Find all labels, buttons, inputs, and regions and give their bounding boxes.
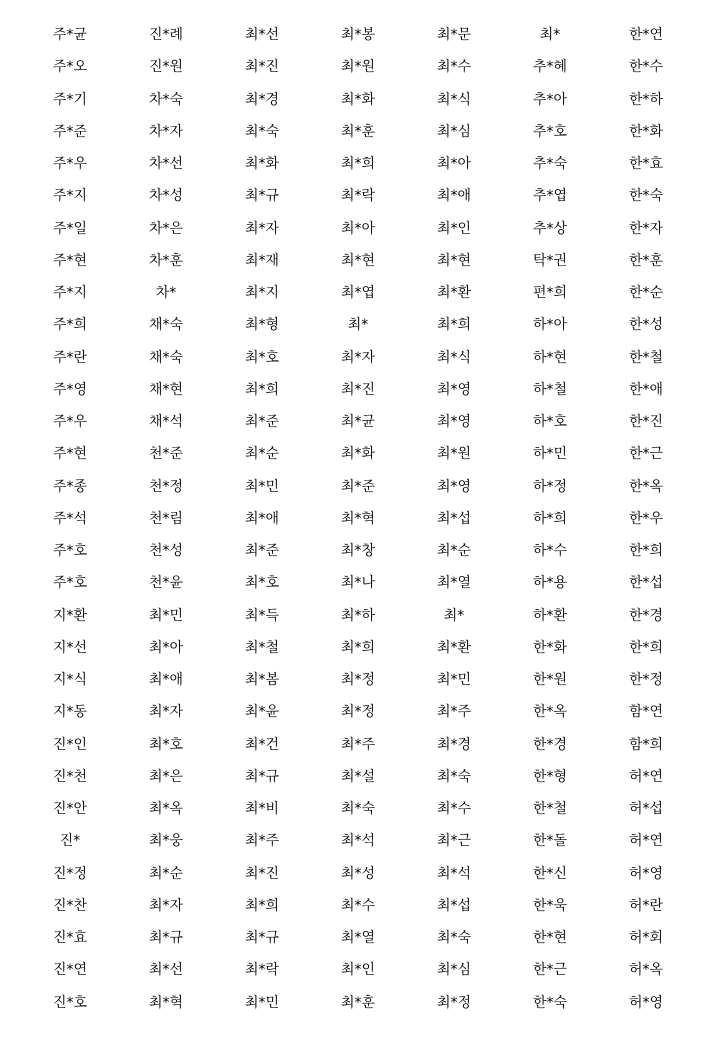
name-entry: 최*환 — [436, 639, 472, 656]
name-entry: 최*열 — [436, 575, 472, 592]
name-entry: 차*훈 — [148, 252, 184, 269]
name-entry: 최*아 — [340, 220, 376, 237]
name-entry: 한*진 — [628, 414, 664, 431]
name-entry: 한*연 — [628, 27, 664, 44]
name-entry: 한*애 — [628, 381, 664, 398]
name-entry: 최*주 — [340, 736, 376, 753]
name-entry: 최*재 — [244, 252, 280, 269]
name-entry: 최*균 — [340, 414, 376, 431]
name-entry: 차*자 — [148, 123, 184, 140]
name-entry: 한*하 — [628, 91, 664, 108]
name-entry: 최*화 — [340, 446, 376, 463]
name-entry: 최*봉 — [340, 27, 376, 44]
name-entry: 최*규 — [244, 930, 280, 947]
name-entry: 함*연 — [628, 704, 664, 721]
name-entry: 최*정 — [340, 704, 376, 721]
name-entry: 최*봄 — [244, 672, 280, 689]
name-entry: 최*영 — [436, 414, 472, 431]
name-entry: 하*환 — [532, 607, 568, 624]
name-entry: 천*정 — [148, 478, 184, 495]
name-entry: 최*철 — [244, 639, 280, 656]
name-entry: 최*희 — [340, 639, 376, 656]
name-entry: 최*호 — [244, 575, 280, 592]
name-entry: 최*비 — [244, 801, 280, 818]
name-entry: 추*호 — [532, 123, 568, 140]
name-entry: 추*혜 — [532, 59, 568, 76]
name-entry: 한*숙 — [532, 994, 568, 1011]
name-entry: 최*규 — [244, 188, 280, 205]
name-entry: 주*호 — [52, 575, 88, 592]
name-entry: 주*현 — [52, 252, 88, 269]
name-entry: 지*식 — [52, 672, 88, 689]
name-entry: 최*심 — [436, 123, 472, 140]
name-entry: 하*수 — [532, 543, 568, 560]
name-entry: 주*희 — [52, 317, 88, 334]
name-entry: 지*환 — [52, 607, 88, 624]
name-entry: 주*오 — [52, 59, 88, 76]
name-entry: 차* — [155, 285, 177, 302]
name-entry: 한*형 — [532, 768, 568, 785]
name-entry: 한*근 — [532, 962, 568, 979]
name-entry: 최*득 — [244, 607, 280, 624]
name-entry: 최*희 — [340, 156, 376, 173]
name-entry: 진*정 — [52, 865, 88, 882]
name-entry: 주*영 — [52, 381, 88, 398]
name-entry: 최*민 — [436, 672, 472, 689]
name-entry: 한*철 — [628, 349, 664, 366]
name-entry: 허*연 — [628, 833, 664, 850]
name-entry: 최*혁 — [340, 510, 376, 527]
name-entry: 최*식 — [436, 349, 472, 366]
name-entry: 최*인 — [436, 220, 472, 237]
name-entry: 최*현 — [436, 252, 472, 269]
name-entry: 최*설 — [340, 768, 376, 785]
name-entry: 최*인 — [340, 962, 376, 979]
name-entry: 최*민 — [148, 607, 184, 624]
name-entry: 최*애 — [436, 188, 472, 205]
name-entry: 최*성 — [340, 865, 376, 882]
name-entry: 채*숙 — [148, 317, 184, 334]
name-entry: 최*건 — [244, 736, 280, 753]
name-entry: 최*순 — [244, 446, 280, 463]
name-entry: 천*준 — [148, 446, 184, 463]
name-entry: 최*경 — [244, 91, 280, 108]
name-entry: 최*섭 — [436, 510, 472, 527]
name-entry: 추*엽 — [532, 188, 568, 205]
name-entry: 주*우 — [52, 414, 88, 431]
name-entry: 최*숙 — [436, 768, 472, 785]
name-entry: 하*현 — [532, 349, 568, 366]
name-entry: 하*아 — [532, 317, 568, 334]
name-entry: 추*숙 — [532, 156, 568, 173]
name-entry: 추*아 — [532, 91, 568, 108]
name-entry: 한*순 — [628, 285, 664, 302]
name-entry: 주*일 — [52, 220, 88, 237]
name-entry: 진* — [59, 833, 81, 850]
name-entry: 한*수 — [628, 59, 664, 76]
name-entry: 최*훈 — [340, 123, 376, 140]
name-entry: 최*선 — [148, 962, 184, 979]
name-entry: 최*석 — [340, 833, 376, 850]
name-entry: 최*민 — [244, 994, 280, 1011]
name-entry: 천*림 — [148, 510, 184, 527]
name-entry: 최*진 — [244, 865, 280, 882]
name-entry: 한*정 — [628, 672, 664, 689]
name-entry: 최*심 — [436, 962, 472, 979]
name-entry: 하*호 — [532, 414, 568, 431]
name-entry: 최*희 — [436, 317, 472, 334]
name-entry: 한*근 — [628, 446, 664, 463]
name-entry: 한*효 — [628, 156, 664, 173]
name-entry: 탁*권 — [532, 252, 568, 269]
name-entry: 최*열 — [340, 930, 376, 947]
name-entry: 진*원 — [148, 59, 184, 76]
name-entry: 최*자 — [244, 220, 280, 237]
name-entry: 최*식 — [436, 91, 472, 108]
name-entry: 한*섭 — [628, 575, 664, 592]
name-entry: 최*수 — [436, 801, 472, 818]
name-entry: 한*철 — [532, 801, 568, 818]
name-entry: 최* — [347, 317, 369, 334]
name-entry: 최*하 — [340, 607, 376, 624]
name-entry: 차*숙 — [148, 91, 184, 108]
name-entry: 최*화 — [340, 91, 376, 108]
name-entry: 한*자 — [628, 220, 664, 237]
name-entry: 진*안 — [52, 801, 88, 818]
name-entry: 최*혁 — [148, 994, 184, 1011]
name-entry: 주*균 — [52, 27, 88, 44]
name-entry: 한*화 — [628, 123, 664, 140]
name-entry: 최*준 — [244, 543, 280, 560]
name-entry: 최*형 — [244, 317, 280, 334]
name-entry: 최*근 — [436, 833, 472, 850]
name-entry: 한*훈 — [628, 252, 664, 269]
name-entry: 한*현 — [532, 930, 568, 947]
name-entry: 최*환 — [436, 285, 472, 302]
name-entry: 최*선 — [244, 27, 280, 44]
name-entry: 차*선 — [148, 156, 184, 173]
name-entry: 최*규 — [148, 930, 184, 947]
name-entry: 최*현 — [340, 252, 376, 269]
name-entry: 최*엽 — [340, 285, 376, 302]
name-entry: 허*연 — [628, 768, 664, 785]
name-entry: 지*선 — [52, 639, 88, 656]
name-entry: 함*희 — [628, 736, 664, 753]
name-entry: 주*종 — [52, 478, 88, 495]
name-entry: 최*아 — [436, 156, 472, 173]
name-entry: 주*란 — [52, 349, 88, 366]
name-entry: 진*효 — [52, 930, 88, 947]
name-entry: 최*섭 — [436, 897, 472, 914]
name-entry: 최*자 — [148, 704, 184, 721]
name-entry: 최*희 — [244, 897, 280, 914]
name-entry: 최*훈 — [340, 994, 376, 1011]
name-entry: 최*희 — [244, 381, 280, 398]
name-entry: 최*은 — [148, 768, 184, 785]
name-entry: 주*지 — [52, 188, 88, 205]
name-entry: 한*우 — [628, 510, 664, 527]
name-entry: 주*호 — [52, 543, 88, 560]
name-entry: 최*석 — [436, 865, 472, 882]
name-entry: 최*옥 — [148, 801, 184, 818]
name-entry: 진*천 — [52, 768, 88, 785]
name-entry: 한*옥 — [532, 704, 568, 721]
name-entry: 최*민 — [244, 478, 280, 495]
name-entry: 최*주 — [436, 704, 472, 721]
name-entry: 한*옥 — [628, 478, 664, 495]
name-entry: 최*아 — [148, 639, 184, 656]
name-entry: 최*창 — [340, 543, 376, 560]
name-entry: 최* — [443, 607, 465, 624]
name-entry: 한*경 — [628, 607, 664, 624]
name-entry: 주*준 — [52, 123, 88, 140]
name-entry: 최*수 — [340, 897, 376, 914]
name-entry: 최*락 — [340, 188, 376, 205]
name-entry: 최*정 — [340, 672, 376, 689]
name-entry: 최*규 — [244, 768, 280, 785]
name-entry: 주*기 — [52, 91, 88, 108]
name-entry: 최*숙 — [436, 930, 472, 947]
name-entry: 주*석 — [52, 510, 88, 527]
name-entry: 최*순 — [436, 543, 472, 560]
name-entry: 최* — [539, 27, 561, 44]
name-entry: 하*용 — [532, 575, 568, 592]
name-entry: 최*영 — [436, 478, 472, 495]
name-entry: 최*준 — [340, 478, 376, 495]
name-entry: 최*수 — [436, 59, 472, 76]
name-entry: 주*현 — [52, 446, 88, 463]
name-entry: 주*지 — [52, 285, 88, 302]
name-entry: 최*지 — [244, 285, 280, 302]
name-entry: 최*호 — [148, 736, 184, 753]
name-entry: 편*희 — [532, 285, 568, 302]
name-entry: 차*은 — [148, 220, 184, 237]
name-entry: 채*현 — [148, 381, 184, 398]
name-entry: 최*숙 — [340, 801, 376, 818]
name-entry: 최*나 — [340, 575, 376, 592]
name-entry: 한*화 — [532, 639, 568, 656]
name-entry: 최*순 — [148, 865, 184, 882]
name-entry: 차*성 — [148, 188, 184, 205]
name-entry: 진*호 — [52, 994, 88, 1011]
name-entry: 하*철 — [532, 381, 568, 398]
name-grid — [22, 19, 694, 1019]
name-entry: 최*화 — [244, 156, 280, 173]
name-entry: 진*인 — [52, 736, 88, 753]
name-entry: 최*준 — [244, 414, 280, 431]
name-entry: 천*윤 — [148, 575, 184, 592]
name-entry: 최*락 — [244, 962, 280, 979]
name-entry: 최*자 — [148, 897, 184, 914]
name-entry: 허*란 — [628, 897, 664, 914]
name-entry: 최*자 — [340, 349, 376, 366]
name-entry: 한*희 — [628, 639, 664, 656]
name-entry: 최*진 — [340, 381, 376, 398]
name-entry: 최*애 — [244, 510, 280, 527]
name-entry: 하*민 — [532, 446, 568, 463]
name-entry: 최*진 — [244, 59, 280, 76]
name-entry: 허*섭 — [628, 801, 664, 818]
name-entry: 진*례 — [148, 27, 184, 44]
name-entry: 허*회 — [628, 930, 664, 947]
name-entry: 최*애 — [148, 672, 184, 689]
name-entry: 최*호 — [244, 349, 280, 366]
name-entry: 주*우 — [52, 156, 88, 173]
name-entry: 최*숙 — [244, 123, 280, 140]
name-entry: 최*경 — [436, 736, 472, 753]
name-entry: 진*찬 — [52, 897, 88, 914]
name-entry: 채*숙 — [148, 349, 184, 366]
name-entry: 최*영 — [436, 381, 472, 398]
name-entry: 허*영 — [628, 865, 664, 882]
name-entry: 하*희 — [532, 510, 568, 527]
name-entry: 한*경 — [532, 736, 568, 753]
name-entry: 최*웅 — [148, 833, 184, 850]
name-entry: 최*주 — [244, 833, 280, 850]
name-entry: 최*윤 — [244, 704, 280, 721]
name-entry: 한*욱 — [532, 897, 568, 914]
name-entry: 지*동 — [52, 704, 88, 721]
name-entry: 최*문 — [436, 27, 472, 44]
name-entry: 한*원 — [532, 672, 568, 689]
name-entry: 채*석 — [148, 414, 184, 431]
name-entry: 한*성 — [628, 317, 664, 334]
name-entry: 진*연 — [52, 962, 88, 979]
name-entry: 허*옥 — [628, 962, 664, 979]
name-entry: 최*정 — [436, 994, 472, 1011]
name-entry: 한*희 — [628, 543, 664, 560]
name-entry: 한*신 — [532, 865, 568, 882]
name-entry: 최*원 — [436, 446, 472, 463]
name-entry: 하*정 — [532, 478, 568, 495]
name-entry: 추*상 — [532, 220, 568, 237]
name-entry: 최*원 — [340, 59, 376, 76]
name-entry: 천*성 — [148, 543, 184, 560]
name-entry: 한*숙 — [628, 188, 664, 205]
name-entry: 한*돌 — [532, 833, 568, 850]
name-entry: 허*영 — [628, 994, 664, 1011]
